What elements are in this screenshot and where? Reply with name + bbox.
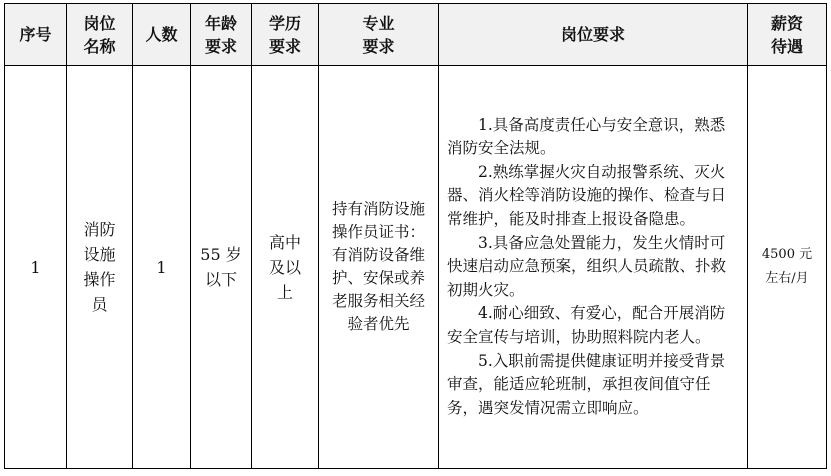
requirement-item: 4.耐心细致、有爱心，配合开展消防安全宣传与培训，协助照料院内老人。 — [447, 304, 726, 346]
cell-count: 1 — [133, 66, 191, 469]
requirement-item: 1.具备高度责任心与安全意识，熟悉消防安全法规。 — [447, 115, 726, 158]
requirement-item: 5.入职前需提供健康证明并接受背景审查，能适应轮班制，承担夜间值守任务，遇突发情况需立即响应。 — [447, 351, 726, 417]
cell-salary: 4500 元 左右/月 — [748, 66, 827, 469]
header-seq: 序号 — [5, 4, 67, 66]
header-requirements: 岗位要求 — [439, 4, 748, 66]
table-row — [5, 66, 827, 469]
cell-seq: 1 — [5, 66, 67, 469]
header-education: 学历 要求 — [252, 4, 319, 66]
header-age: 年龄 要求 — [191, 4, 252, 66]
header-post-name: 岗位 名称 — [67, 4, 133, 66]
header-major: 专业 要求 — [319, 4, 439, 66]
cell-major: 持有消防设施操作员证书：有消防设备维护、安保或养老服务相关经验者优先 — [319, 66, 439, 469]
requirement-item: 2.熟练掌握火灾自动报警系统、灭火器、消火栓等消防设施的操作、检查与日常维护，能及时排查上报设备隐患。 — [447, 162, 727, 229]
job-table — [4, 3, 827, 469]
header-salary: 薪资 待遇 — [748, 4, 827, 66]
cell-age: 55 岁 以下 — [191, 66, 252, 469]
cell-education: 高中 及以 上 — [252, 66, 319, 469]
cell-post-name: 消防 设施 操作 员 — [67, 66, 133, 469]
requirement-item: 3.具备应急处置能力，发生火情时可快速启动应急预案，组织人员疏散、扑救初期火灾。 — [447, 233, 727, 299]
header-row — [5, 4, 827, 66]
header-count: 人数 — [133, 4, 191, 66]
cell-requirements — [439, 66, 748, 469]
